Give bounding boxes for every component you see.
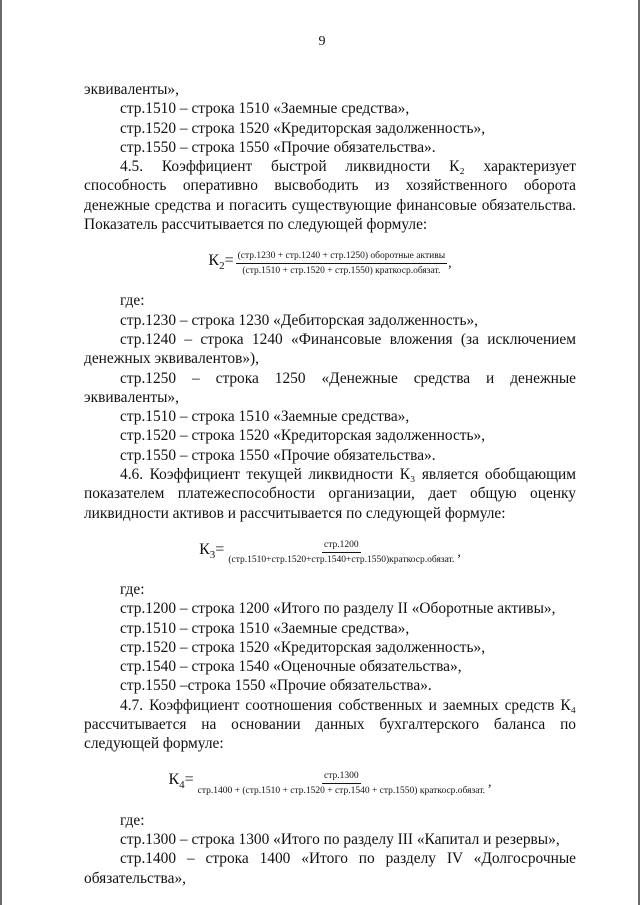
text-line: стр.1400 – строка 1400 «Итого по разделу IV «Долгосрочные обязательства», bbox=[84, 850, 576, 887]
text-line: стр.1510 – строка 1510 «Заемные средства», bbox=[120, 619, 410, 637]
formula-fraction bbox=[226, 539, 456, 566]
text-line: стр.1520 – строка 1520 «Кредиторская задолженность», bbox=[120, 119, 486, 137]
where-label: где: bbox=[120, 811, 145, 829]
formula-numerator: стр.1200 bbox=[322, 539, 361, 553]
text-line: стр.1230 – строка 1230 «Дебиторская задолженность», bbox=[120, 311, 479, 329]
text-line: стр.1520 – строка 1520 «Кредиторская задолженность», bbox=[120, 638, 486, 656]
formula-k3 bbox=[84, 539, 576, 566]
where-label: где: bbox=[120, 580, 145, 598]
formula-comma: , bbox=[457, 544, 461, 560]
page-number: 9 bbox=[318, 34, 326, 49]
where-label: где: bbox=[120, 292, 145, 310]
text-line: стр.1520 – строка 1520 «Кредиторская задолженность», bbox=[120, 427, 486, 445]
text-line: эквиваленты», bbox=[84, 81, 179, 98]
formula-numerator: стр.1300 bbox=[322, 770, 361, 784]
paragraph-4-5: 4.5. Коэффициент быстрой ликвидности К₂ характеризует способность оперативно высвободить из хозяйственного оборота денежные средства и погасить существующие финансовые обязательства. Показатель рассчитывается по следующей формуле: bbox=[84, 158, 576, 234]
formula-k4 bbox=[84, 770, 576, 797]
formula-numerator: (стр.1230 + стр.1240 + стр.1250) оборотные активы bbox=[236, 250, 447, 264]
formula-comma: , bbox=[488, 775, 492, 791]
formula-fraction bbox=[196, 770, 487, 797]
text-line: стр.1550 – строка 1550 «Прочие обязательства». bbox=[120, 138, 436, 156]
text-line: стр.1300 – строка 1300 «Итого по разделу III «Капитал и резервы», bbox=[120, 830, 560, 848]
formula-lhs: $К_4=$ bbox=[168, 771, 194, 792]
text-line: стр.1200 – строка 1200 «Итого по разделу II «Оборотные активы», bbox=[120, 600, 556, 618]
page-body bbox=[84, 80, 576, 888]
paragraph-4-7: 4.7. Коэффициент соотношения собственных и заемных средств К₄ рассчитывается на основании данных бухгалтерского баланса по следующей формуле: bbox=[84, 696, 576, 753]
formula-lhs: $К_3=$ bbox=[199, 540, 225, 561]
text-line: стр.1240 – строка 1240 «Финансовые вложения (за исключением денежных эквивалентов»), bbox=[84, 330, 576, 368]
text-line: стр.1550 – строка 1550 «Прочие обязательства». bbox=[120, 446, 436, 464]
formula-lhs: $К_2=$ bbox=[208, 252, 234, 273]
text-line: стр.1510 – строка 1510 «Заемные средства», bbox=[120, 408, 410, 426]
text-line: стр.1550 –строка 1550 «Прочие обязательства». bbox=[120, 677, 432, 695]
text-line: стр.1540 – строка 1540 «Оценочные обязательства», bbox=[120, 658, 462, 676]
formula-denominator: стр.1400 + (стр.1510 + стр.1520 + стр.1540 + стр.1550) краткоср.обязат. bbox=[197, 785, 486, 796]
formula-k2 bbox=[84, 250, 576, 277]
text-line: стр.1250 – строка 1250 «Денежные средства и денежные эквиваленты», bbox=[84, 369, 576, 406]
formula-denominator: (стр.1510 + стр.1520 + стр.1550) краткоср.обязат. bbox=[242, 266, 441, 277]
paragraph-4-6: 4.6. Коэффициент текущей ликвидности К₃ является обобщающим показателем платежеспособности организации, дает общую оценку ликвидности активов и рассчитывается по следующей формуле: bbox=[84, 466, 576, 522]
text-line: стр.1510 – строка 1510 «Заемные средства», bbox=[120, 100, 410, 118]
formula-denominator: (стр.1510+стр.1520+стр.1540+стр.1550)краткоср.обязат. bbox=[228, 554, 455, 565]
formula-fraction bbox=[236, 250, 447, 277]
formula-comma: , bbox=[448, 256, 452, 272]
